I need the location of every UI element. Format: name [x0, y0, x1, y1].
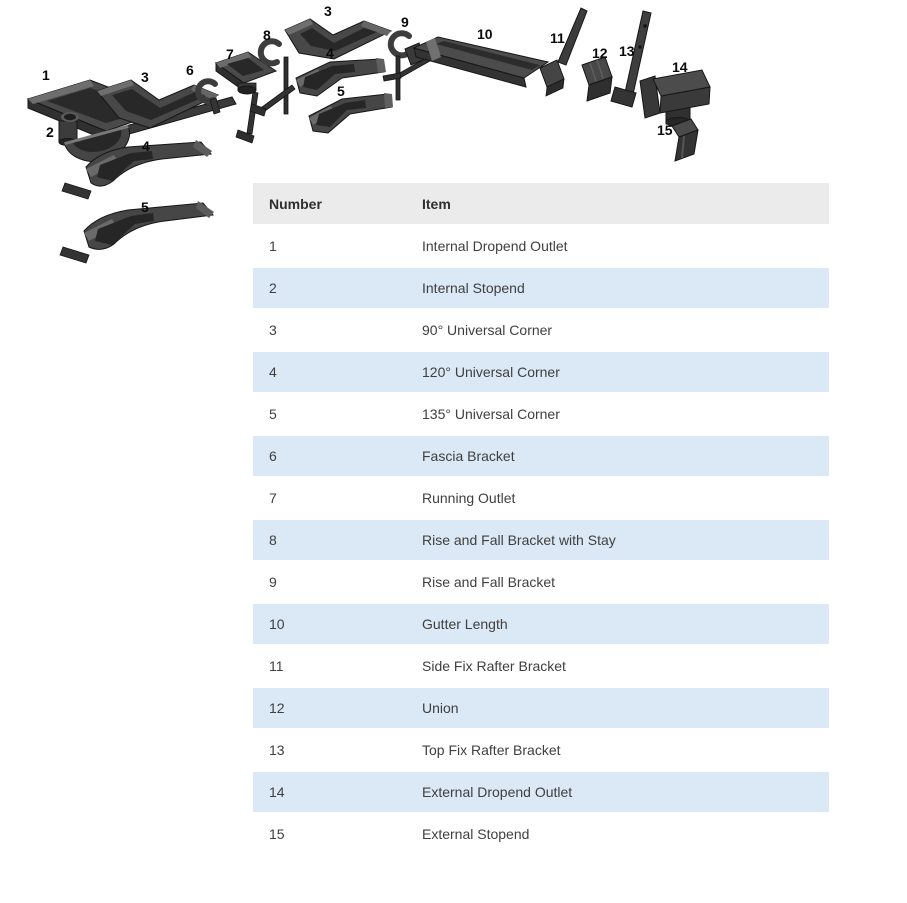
part-number-cell: 1: [253, 225, 422, 267]
part-label-2: 2: [46, 124, 54, 140]
table-row: [253, 351, 829, 393]
part-label-3: 3: [324, 3, 332, 19]
part-label-11: 11: [550, 30, 565, 46]
part-label-6: 6: [186, 62, 194, 78]
part-label-9: 9: [401, 14, 409, 30]
part-label-4: 4: [142, 138, 150, 154]
part-item-cell: 120° Universal Corner: [422, 351, 829, 393]
part-number-cell: 3: [253, 309, 422, 351]
table-row: [253, 477, 829, 519]
part-label-7: 7: [226, 46, 234, 62]
parts-table-section: [253, 183, 829, 856]
part-item-cell: Union: [422, 687, 829, 729]
part-label-13: 13: [619, 43, 635, 59]
part-label-8: 8: [263, 27, 271, 43]
part-number-cell: 13: [253, 729, 422, 771]
col-header-item: Item: [422, 183, 829, 225]
part-number-cell: 14: [253, 771, 422, 813]
table-row: [253, 309, 829, 351]
part-number-cell: 8: [253, 519, 422, 561]
parts-table: [253, 183, 829, 856]
table-row: [253, 393, 829, 435]
part-item-cell: Fascia Bracket: [422, 435, 829, 477]
col-header-number: Number: [253, 183, 422, 225]
part-item-cell: 135° Universal Corner: [422, 393, 829, 435]
part-label-14: 14: [672, 59, 688, 75]
table-row: [253, 603, 829, 645]
part-label-4: 4: [326, 45, 334, 61]
part-number-cell: 15: [253, 813, 422, 855]
part-label-5: 5: [141, 199, 149, 215]
table-row: [253, 645, 829, 687]
table-row: [253, 687, 829, 729]
table-row: [253, 267, 829, 309]
table-row: [253, 561, 829, 603]
table-row: [253, 729, 829, 771]
part-item-cell: Rise and Fall Bracket with Stay: [422, 519, 829, 561]
part-number-cell: 2: [253, 267, 422, 309]
table-row: [253, 435, 829, 477]
part-number-cell: 11: [253, 645, 422, 687]
part-number-cell: 10: [253, 603, 422, 645]
part-item-cell: Internal Stopend: [422, 267, 829, 309]
part-label-10: 10: [477, 26, 493, 42]
part-number-cell: 9: [253, 561, 422, 603]
part-label-1: 1: [42, 67, 50, 83]
part-label-12: 12: [592, 45, 608, 61]
table-header-row: [253, 183, 829, 225]
part-number-cell: 12: [253, 687, 422, 729]
part-number-cell: 4: [253, 351, 422, 393]
part-item-cell: Internal Dropend Outlet: [422, 225, 829, 267]
part-item-cell: 90° Universal Corner: [422, 309, 829, 351]
part-item-cell: Gutter Length: [422, 603, 829, 645]
part-label-3: 3: [141, 69, 149, 85]
part-item-cell: External Stopend: [422, 813, 829, 855]
table-row: [253, 225, 829, 267]
part-number-cell: 6: [253, 435, 422, 477]
part-item-cell: Rise and Fall Bracket: [422, 561, 829, 603]
table-row: [253, 771, 829, 813]
part-number-cell: 7: [253, 477, 422, 519]
part-item-cell: Running Outlet: [422, 477, 829, 519]
part-label-5: 5: [337, 83, 345, 99]
part-label-15: 15: [657, 122, 673, 138]
table-row: [253, 519, 829, 561]
part-number-cell: 5: [253, 393, 422, 435]
part-item-cell: External Dropend Outlet: [422, 771, 829, 813]
table-row: [253, 813, 829, 855]
part-item-cell: Side Fix Rafter Bracket: [422, 645, 829, 687]
part-item-cell: Top Fix Rafter Bracket: [422, 729, 829, 771]
